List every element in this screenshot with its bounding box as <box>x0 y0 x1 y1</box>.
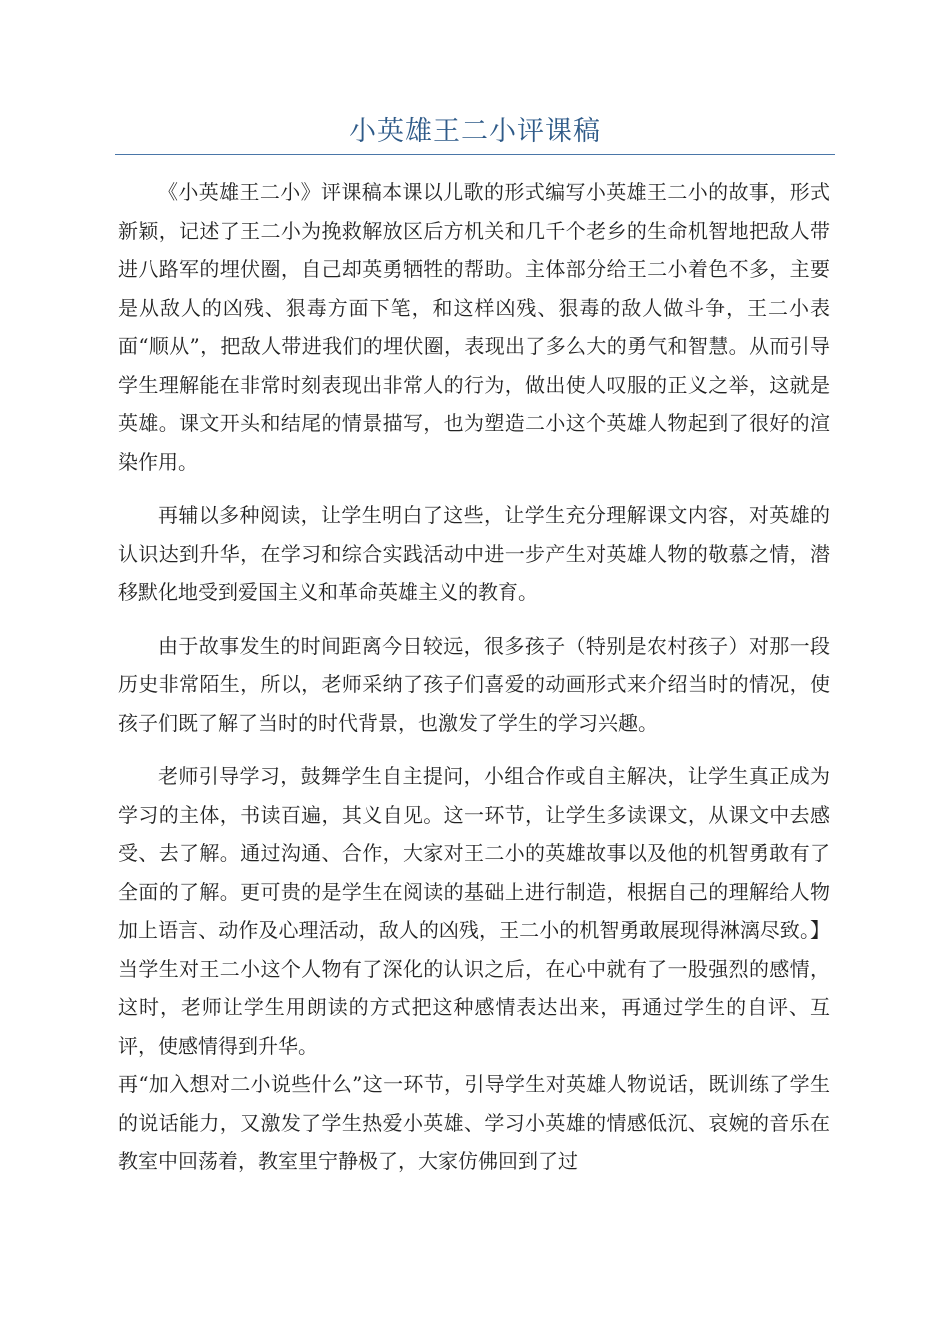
paragraph-1: 《小英雄王二小》评课稿本课以儿歌的形式编写小英雄王二小的故事，形式新颖，记述了王二小为挽救解放区后方机关和几千个老乡的生命机智地把敌人带进八路军的埋伏圈，自己却英勇牺牲的帮助。主体部分给王二小着色不多，主要是从敌人的凶残、狠毒方面下笔，和这样凶残、狠毒的敌人做斗争，王二小表面“顺从”，把敌人带进我们的埋伏圈，表现出了多么大的勇气和智慧。从而引导学生理解能在非常时刻表现出非常人的行为，做出使人叹服的正义之举，这就是英雄。课文开头和结尾的情景描写，也为塑造二小这个英雄人物起到了很好的渲染作用。 <box>118 180 830 474</box>
paragraph-3: 由于故事发生的时间距离今日较远，很多孩子（特别是农村孩子）对那一段历史非常陌生，所以，老师采纳了孩子们喜爱的动画形式来介绍当时的情况，使孩子们既了解了当时的时代背景，也激发了学生的学习兴趣。 <box>118 633 830 735</box>
paragraph-4: 老师引导学习，鼓舞学生自主提问，小组合作或自主解决，让学生真正成为学习的主体，书读百遍，其义自见。这一环节，让学生多读课文，从课文中去感受、去了解。通过沟通、合作，大家对王二小的英雄故事以及他的机智勇敢有了全面的了解。更可贵的是学生在阅读的基础上进行制造，根据自己的理解给人物加上语言、动作及心理活动，敌人的凶残，王二小的机智勇敢展现得淋漓尽致。】当学生对王二小这个人物有了深化的认识之后，在心中就有了一股强烈的感情，这时，老师让学生用朗读的方式把这种感情表达出来，再通过学生的自评、互评，使感情得到升华。 <box>118 764 830 1058</box>
document-body <box>118 173 830 1196</box>
title-underline <box>115 154 835 155</box>
document-title: 小英雄王二小评课稿 <box>349 116 601 147</box>
paragraph-2: 再辅以多种阅读，让学生明白了这些，让学生充分理解课文内容，对英雄的认识达到升华，在学习和综合实践活动中进一步产生对英雄人物的敬慕之情，潜移默化地受到爱国主义和革命英雄主义的教育。 <box>118 503 830 604</box>
paragraph-5: 再“加入想对二小说些什么”这一环节，引导学生对英雄人物说话，既训练了学生的说话能力，又激发了学生热爱小英雄、学习小英雄的情感低沉、哀婉的音乐在教室中回荡着，教室里宁静极了，大家仿佛回到了过 <box>118 1072 830 1173</box>
